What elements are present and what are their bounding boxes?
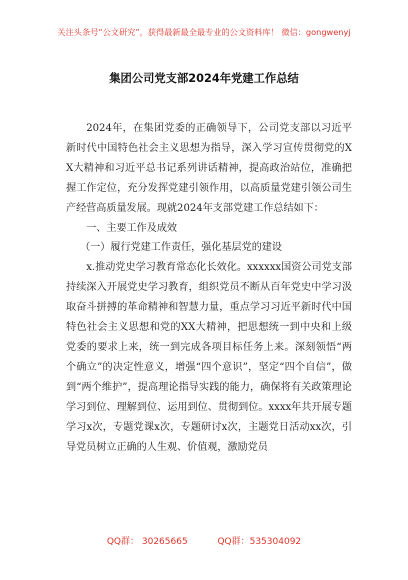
footer-qq-group-1: QQ群： 30265665 (106, 537, 188, 547)
header-banner: 关注头条号“公文研究”，获得最新最全最专业的公文资料库！ 微信：gongwenyj (57, 27, 351, 37)
intro-paragraph: 2024年，在集团党委的正确领导下，公司党支部以习近平新时代中国特色社会主义思想为指导，深入学习宣传贯彻党的XX大精神和习近平总书记系列讲话精神，提高政治站位，准确把握工作定位，充分发挥党建引领作用，以高质量党建引领公司生产经营高质量发展。现就2024年支部党建工作总结如下： (66, 123, 352, 214)
subsection-heading: （一）履行党建工作责任，强化基层党的建设 (80, 242, 282, 254)
document-title: 集团公司党支部2024年党建工作总结 (109, 72, 299, 85)
footer-banner (0, 534, 408, 547)
section-heading: 一、主要工作及成效 (86, 222, 178, 234)
document-body (66, 119, 352, 457)
footer-qq-group-2: QQ群：535304092 (217, 537, 302, 547)
item-paragraph: x.推动党史学习教育常态化长效化。xxxxxx国资公司党支部持续深入开展党史学习教育，组织党员不断从百年党史中学习汲取奋斗拼搏的革命精神和智慧力量，重点学习习近平新时代中国特色社会主义思想和党的XX大精神，把思想统一到中央和上级党委的要求上来，统一到完成各项目标任务上来。深刻领悟“两个确立”的决定性意义，增强“四个意识”，坚定“四个自信”，做到“两个维护”，提高理论指导实践的能力，确保将有关政策理论学习到位、理解到位、运用到位、贯彻到位。xxxx年共开展专题学习x次，专题党课x次，专题研讨x次，主题党日活动xx次，引导党员树立正确的人生观、价值观，激励党员 (66, 262, 352, 453)
